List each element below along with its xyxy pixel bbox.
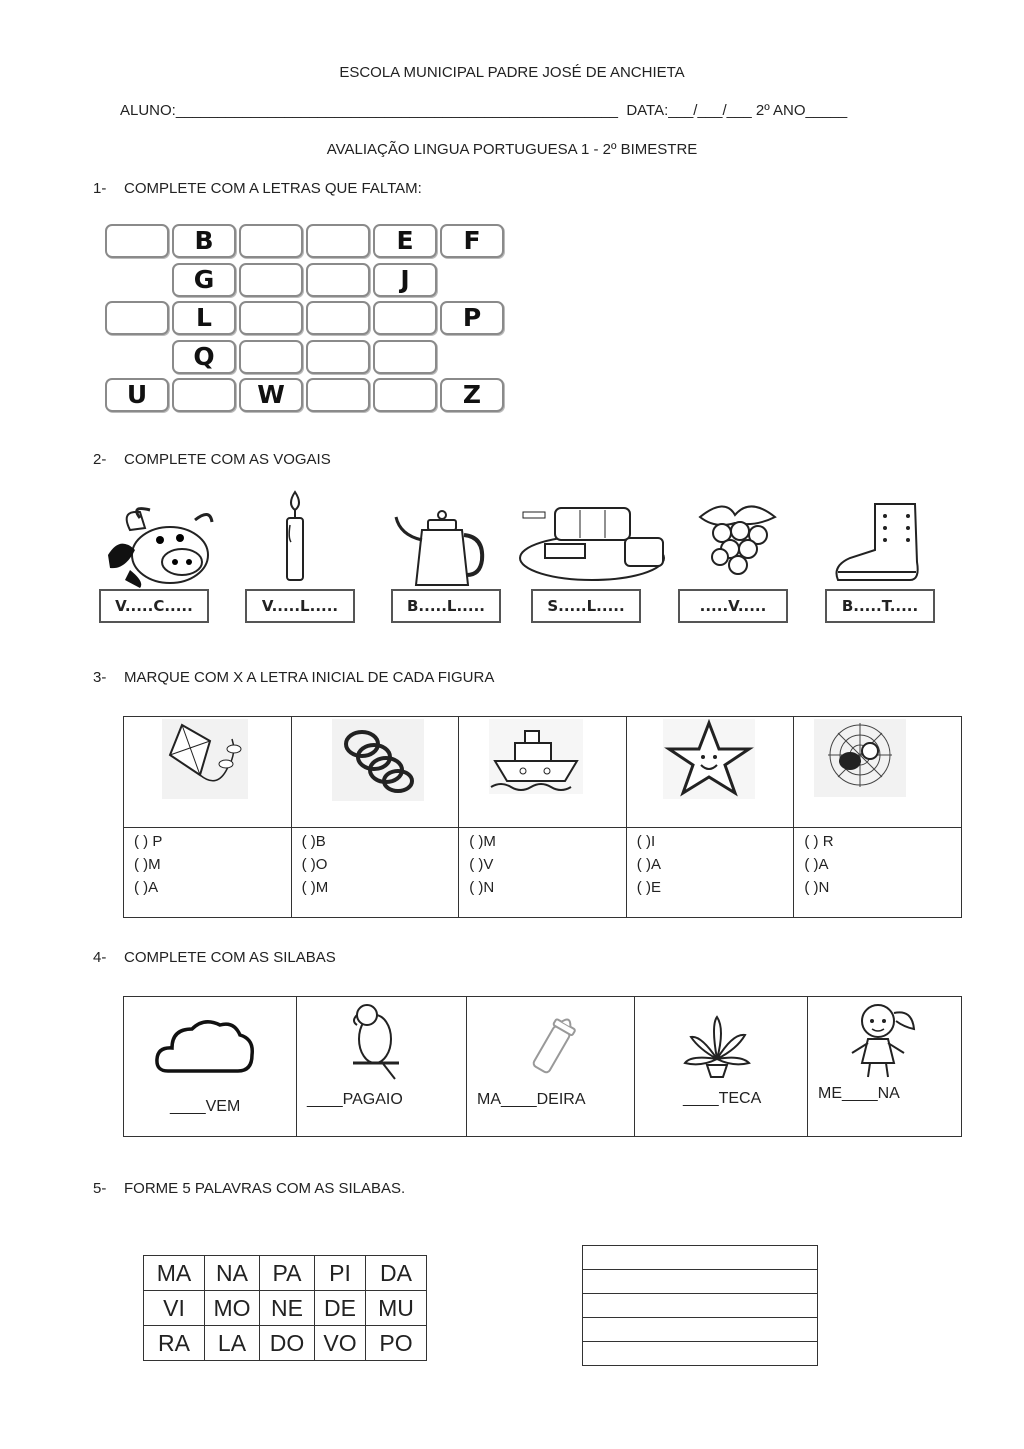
boat-icon [489, 719, 583, 794]
option-item[interactable]: ( )A [636, 856, 661, 873]
figure-cell [291, 717, 459, 828]
blank-letter-box[interactable] [373, 340, 437, 374]
initial-letter-table [123, 716, 962, 918]
cloud-icon [154, 1015, 256, 1077]
syllable-grid [143, 1255, 427, 1361]
parrot-icon [345, 999, 407, 1081]
figure-cell [626, 717, 794, 828]
exam-title: AVALIAÇÃO LINGUA PORTUGUESA 1 - 2º BIMESTRE [326, 141, 698, 158]
figure-cell [124, 717, 292, 828]
cow-icon [100, 500, 220, 590]
option-item[interactable]: ( )N [469, 879, 495, 896]
letter-box: P [440, 301, 504, 335]
letter-box: L [172, 301, 236, 335]
option-item[interactable]: ( )M [469, 833, 496, 850]
answer-line[interactable] [583, 1246, 817, 1270]
grapes-icon [680, 497, 790, 585]
syllable-cell[interactable] [297, 997, 467, 1137]
syllable-cell: NA [205, 1256, 260, 1291]
syllable-cell: VO [315, 1326, 366, 1361]
letter-box: Z [440, 378, 504, 412]
sofa-icon [515, 500, 670, 585]
answer-line[interactable] [583, 1270, 817, 1294]
syllable-cell: VI [144, 1291, 205, 1326]
blank-letter-box[interactable] [306, 263, 370, 297]
boot-icon [830, 500, 930, 585]
syllable-cell: DA [366, 1256, 427, 1291]
syllable-text[interactable]: MA____DEIRA [477, 1091, 586, 1108]
option-item[interactable]: ( )M [301, 879, 329, 896]
plant-icon [681, 1015, 753, 1081]
blank-letter-box[interactable] [239, 340, 303, 374]
syllable-text[interactable]: ____TECA [683, 1090, 762, 1107]
option-item[interactable]: ( )M [134, 856, 161, 873]
option-item[interactable]: ( )O [301, 856, 328, 873]
syllable-cell[interactable] [124, 997, 297, 1137]
syllable-text[interactable]: ____PAGAIO [307, 1091, 403, 1108]
option-item[interactable]: ( )N [804, 879, 830, 896]
vowel-word-box[interactable]: V.....L..... [245, 589, 355, 623]
vowel-word-box[interactable]: B.....L..... [391, 589, 501, 623]
syllable-cell: DO [260, 1326, 315, 1361]
spider-icon [814, 719, 906, 797]
blank-letter-box[interactable] [172, 378, 236, 412]
syllable-cell[interactable] [808, 997, 962, 1137]
option-item[interactable]: ( )I [636, 833, 656, 850]
letter-box: F [440, 224, 504, 258]
student-info-line[interactable]: ALUNO:_____________________________________________________ DATA:___/___/___ 2º ANO_____ [120, 102, 848, 119]
option-item[interactable]: ( ) P [134, 833, 163, 850]
spring-icon [332, 719, 424, 801]
letter-box: J [373, 263, 437, 297]
blank-letter-box[interactable] [373, 378, 437, 412]
syllable-text[interactable]: ME____NA [818, 1085, 900, 1102]
school-name: ESCOLA MUNICIPAL PADRE JOSÉ DE ANCHIETA [339, 64, 685, 81]
option-item[interactable]: ( )E [636, 879, 661, 896]
option-item[interactable]: ( )B [301, 833, 326, 850]
girl-icon [842, 999, 920, 1081]
blank-letter-box[interactable] [105, 301, 169, 335]
letter-box: Q [172, 340, 236, 374]
question-3-title: 3- MARQUE COM X A LETRA INICIAL DE CADA FIGURA [93, 669, 495, 686]
option-item[interactable]: ( )A [134, 879, 159, 896]
syllable-cell: PI [315, 1256, 366, 1291]
syllable-table [123, 996, 962, 1137]
letter-box: W [239, 378, 303, 412]
blank-letter-box[interactable] [306, 378, 370, 412]
figure-cell [459, 717, 627, 828]
blank-letter-box[interactable] [306, 224, 370, 258]
syllable-cell: PA [260, 1256, 315, 1291]
question-5-title: 5- FORME 5 PALAVRAS COM AS SILABAS. [93, 1180, 406, 1197]
blank-letter-box[interactable] [239, 224, 303, 258]
options-cell[interactable] [626, 828, 794, 918]
syllable-cell: MU [366, 1291, 427, 1326]
option-item[interactable]: ( ) R [804, 833, 834, 850]
candle-icon [275, 490, 315, 585]
letter-box: B [172, 224, 236, 258]
syllable-cell: NE [260, 1291, 315, 1326]
options-cell[interactable] [124, 828, 292, 918]
answer-line[interactable] [583, 1294, 817, 1318]
blank-letter-box[interactable] [239, 301, 303, 335]
answer-line[interactable] [583, 1342, 817, 1366]
question-2-title: 2- COMPLETE COM AS VOGAIS [93, 451, 331, 468]
syllable-cell: MO [205, 1291, 260, 1326]
vowel-word-box[interactable]: .....V..... [678, 589, 788, 623]
baby-bottle-icon [527, 1011, 582, 1079]
option-item[interactable]: ( )V [469, 856, 494, 873]
blank-letter-box[interactable] [306, 340, 370, 374]
syllable-cell: MA [144, 1256, 205, 1291]
syllable-cell[interactable] [467, 997, 635, 1137]
letter-box: E [373, 224, 437, 258]
figure-cell [794, 717, 962, 828]
star-icon [663, 719, 755, 799]
option-item[interactable]: ( )A [804, 856, 829, 873]
vowel-word-box[interactable]: S.....L..... [531, 589, 641, 623]
syllable-cell: LA [205, 1326, 260, 1361]
kite-icon [162, 719, 248, 799]
question-1-title: 1- COMPLETE COM A LETRAS QUE FALTAM: [93, 180, 422, 197]
vowel-word-box[interactable]: B.....T..... [825, 589, 935, 623]
syllable-cell: DE [315, 1291, 366, 1326]
blank-letter-box[interactable] [373, 301, 437, 335]
blank-letter-box[interactable] [306, 301, 370, 335]
syllable-cell: RA [144, 1326, 205, 1361]
question-4-title: 4- COMPLETE COM AS SILABAS [93, 949, 336, 966]
options-cell[interactable] [794, 828, 962, 918]
kettle-icon [392, 505, 492, 590]
letter-box: G [172, 263, 236, 297]
syllable-cell[interactable] [635, 997, 808, 1137]
syllable-cell: PO [366, 1326, 427, 1361]
answer-line[interactable] [583, 1318, 817, 1342]
blank-letter-box[interactable] [239, 263, 303, 297]
vowel-word-box[interactable]: V.....C..... [99, 589, 209, 623]
blank-letter-box[interactable] [105, 224, 169, 258]
answer-lines [582, 1245, 818, 1366]
syllable-text[interactable]: ____VEM [170, 1098, 241, 1115]
options-cell[interactable] [459, 828, 627, 918]
letter-box: U [105, 378, 169, 412]
options-cell[interactable] [291, 828, 459, 918]
